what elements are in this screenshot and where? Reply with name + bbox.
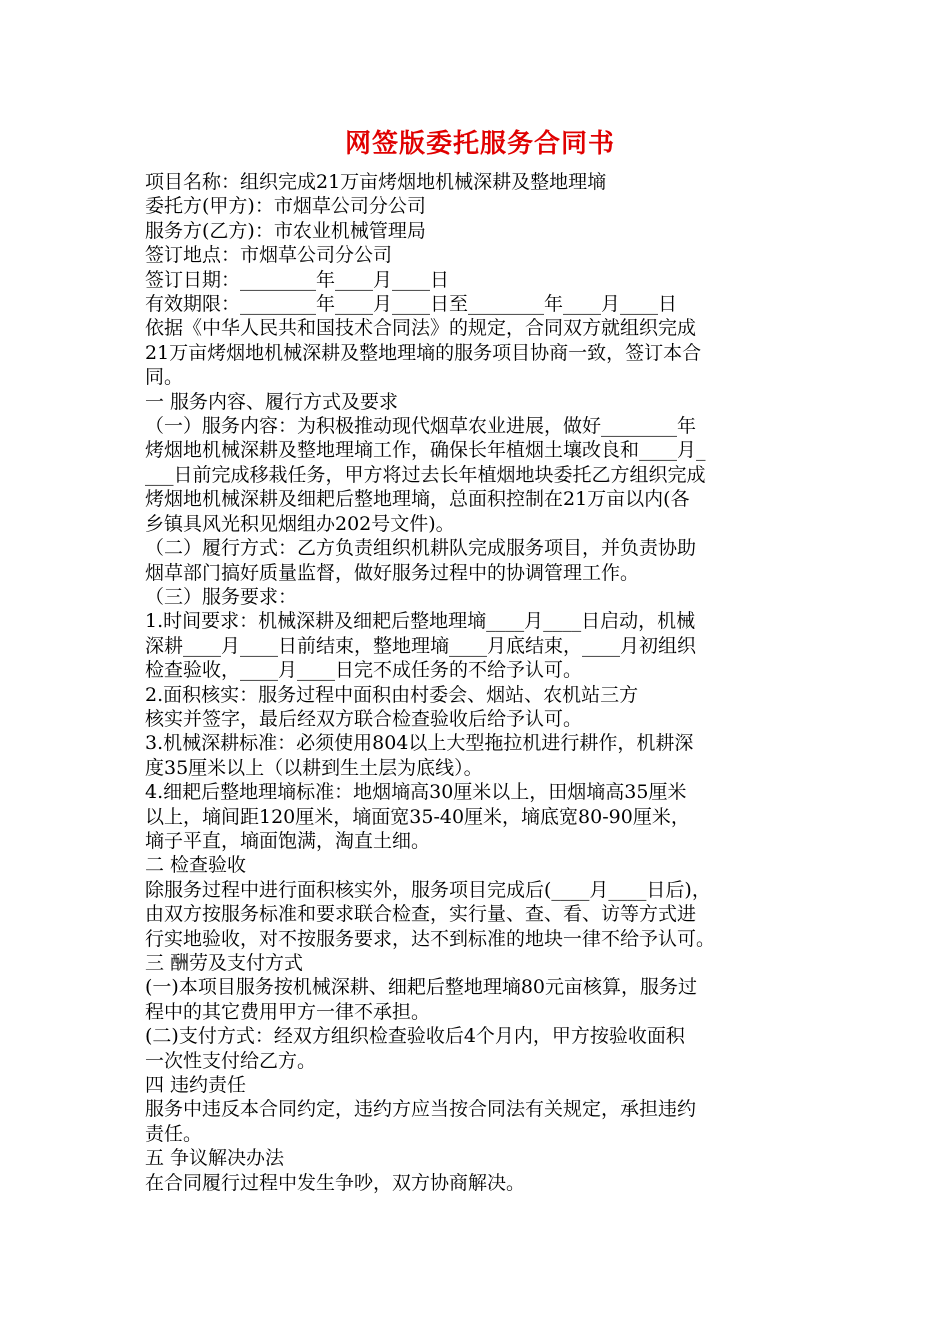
body-line: 1.时间要求：机械深耕及细耙后整地理墒____月____日启动，机械 [145,610,696,633]
body-line: 4.细耙后整地理墒标准：地烟墒高30厘米以上，田烟墒高35厘米 [145,781,687,804]
body-line: 乡镇具风光积见烟组办202号文件)。 [145,512,455,535]
project-name-line: 项目名称：组织完成21万亩烤烟地机械深耕及整地理墒 [145,171,607,193]
section-heading: 一 服务内容、履行方式及要求 [145,390,399,413]
signing-date-line: 签订日期：________年____月____日 [145,268,450,291]
body-line: 除服务过程中进行面积核实外，服务项目完成后(____月____日后)， [145,878,711,901]
body-line: 检查验收，____月____日完不成任务的不给予认可。 [145,659,583,682]
body-line: （二）履行方式：乙方负责组织机耕队完成服务项目，并负责协助 [145,537,697,560]
body-line: 烟草部门搞好质量监督，做好服务过程中的协调管理工作。 [145,561,640,584]
party-a-line: 委托方(甲方)：市烟草公司分公司 [145,195,426,218]
validity-period-line: 有效期限：________年____月____日至________年____月____日 [145,293,678,316]
body-line: 行实地验收，对不按服务要求，达不到标准的地块一律不给予认可。 [145,927,716,950]
body-line: 以上，墒间距120厘米，墒面宽35-40厘米，墒底宽80-90厘米， [145,805,690,828]
preamble-line: 21万亩烤烟地机械深耕及整地理墒的服务项目协商一致，签订本合 [145,341,702,364]
body-line: 在合同履行过程中发生争吵，双方协商解决。 [145,1171,526,1194]
body-line: 由双方按服务标准和要求联合检查，实行量、查、看、访等方式进 [145,903,697,926]
body-line: 一次性支付给乙方。 [145,1049,317,1072]
body-line: 责任。 [145,1122,203,1145]
body-line: 深耕____月____日前结束，整地理墒____月底结束，____月初组织 [145,634,697,657]
section-heading: 五 争议解决办法 [145,1147,285,1170]
body-line: （一）服务内容：为积极推动现代烟草农业进展，做好________年 [145,415,697,438]
document-title: 网签版委托服务合同书 [344,129,615,159]
body-line: 3.机械深耕标准：必须使用804以上大型拖拉机进行耕作，机耕深 [145,732,694,755]
section-heading: 三 酬劳及支付方式 [145,952,304,974]
contract-document [145,128,815,1195]
body-line: 墒子平直，墒面饱满，淘直土细。 [145,829,431,852]
body-line: 度35厘米以上（以耕到生土层为底线）。 [145,756,483,779]
section-heading: 四 违约责任 [145,1074,247,1097]
body-line: 烤烟地机械深耕及细耙后整地理墒，总面积控制在21万亩以内(各 [145,488,690,511]
body-line: 核实并签字，最后经双方联合检查验收后给予认可。 [145,707,583,730]
body-line: 服务中违反本合同约定，违约方应当按合同法有关规定，承担违约 [145,1098,697,1121]
section-heading: 二 检查验收 [145,854,247,877]
party-b-line: 服务方(乙方)：市农业机械管理局 [145,219,426,242]
preamble-line: 依据《中华人民共和国技术合同法》的规定，合同双方就组织完成 [145,317,697,340]
body-line: 程中的其它费用甲方一律不承担。 [145,1000,431,1023]
body-line: 烤烟地机械深耕及整地理墒工作，确保长年植烟土壤改良和____月_ [145,439,706,462]
signing-place-line: 签订地点：市烟草公司分公司 [145,244,393,267]
body-line: (一)本项目服务按机械深耕、细耙后整地理墒80元亩核算，服务过 [145,976,698,999]
subsection-heading: （三）服务要求： [145,585,298,608]
body-line: ___日前完成移栽任务，甲方将过去长年植烟地块委托乙方组织完成 [145,463,706,486]
document-body [145,170,815,1195]
body-line: 2.面积核实：服务过程中面积由村委会、烟站、农机站三方 [145,683,639,706]
preamble-line: 同。 [145,366,184,389]
body-line: (二)支付方式：经双方组织检查验收后4个月内，甲方按验收面积 [145,1025,685,1048]
